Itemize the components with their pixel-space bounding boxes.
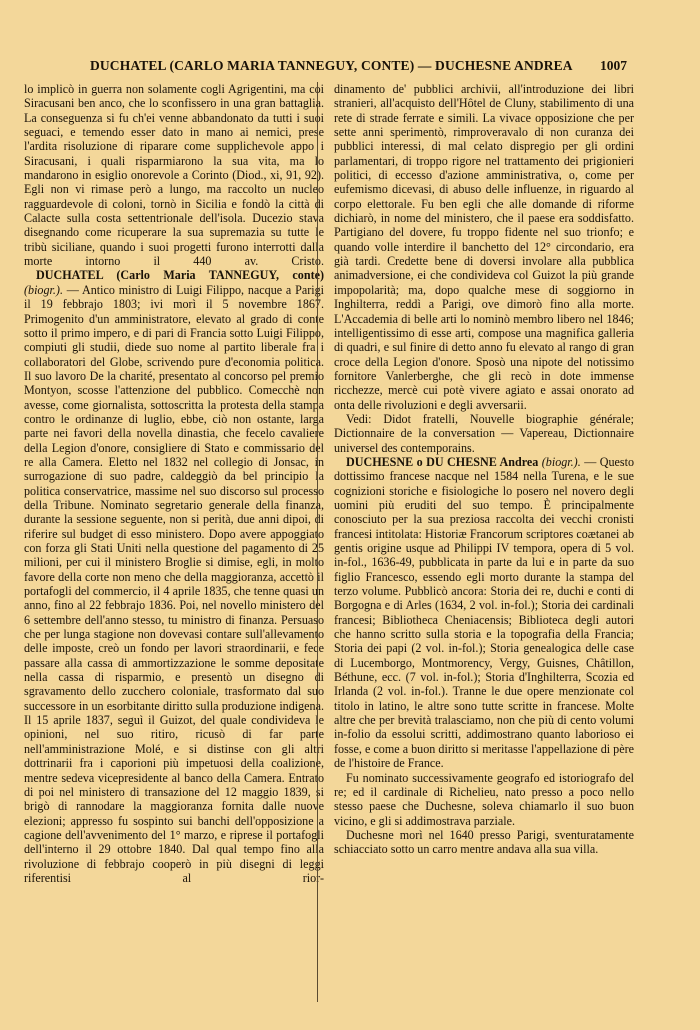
left-column (24, 82, 324, 885)
page-number: 1007 (600, 58, 627, 73)
entry-heading: DUCHESNE o DU CHESNE Andrea (346, 454, 539, 469)
paragraph-vedi: Vedi: Didot fratelli, Nouvelle biographie générale; Dictionnaire de la conversation — Vapereau, Dictionnaire universel des contemporains. (334, 411, 634, 455)
entry-body: — Antico ministro di Luigi Filippo, nacque a Parigi il 19 febbrajo 1803; ivi morì il 5 novembre 1867. Primogenito d'un amministratore, elevato al grado di conte sotto il primo impero, e di pari di Francia sotto Luigi Filippo, compiuti gli studii, diede suo nome al partito liberale fra i collaboratori del Globe, scrivendo pure d'economia politica. Il suo lavoro De la charité, presentato al concorso pel premio Montyon, scosse l'attenzione del pubblico. Comecchè non avesse, come giornalista, sottoscritta la protesta della stampa contro le ordinanze di luglio, ebbe, ciò non ostante, larga parte nei favori della novella dinastia, che fecelo cavaliere della Legion d'onore, consigliere di Stato e commissario del re alla Camera. Eletto nel 1832 nel collegio di Jonsac, in surrogazione di suo padre, caldeggiò da bel principio la politica conservatrice, massime nel suo discorso sul processo della Tribune. Nominato segretario generale della finanza, durante la sessione seguente, non si perità, due anni dipoi, di riferire sul budget di esso ministero. Dopo avere appoggiato con forza gli Stati Uniti nella questione del pagamento di 25 milioni, per cui il ministero Broglie si dimise, egli, in molto favore della corte non meno che della maggioranza, accettò il portafogli del commercio, il 4 aprile 1835, che tenne quasi un anno, fino al 22 febbrajo 1836. Poi, nel novello ministero del 6 settembre dell'anno stesso, tu ministro di finanza. Persuaso che per lunga stagione non dovevasi contare sull'allevamento delle imposte, creò un fondo per lavori straordinarii, e fece passare alla cassa di ammortizzazione le somme depositate nella cassa di risparmio, e presentò un disegno di sgravamento dello zucchero coloniale, trasformato dal suo successore in un esorbitante diritto sulla produzione indigena. Il 15 aprile 1837, seguì il Guizot, del quale condivideva le opinioni, nel suo ritiro, ricusò di far parte nell'amministrazione Molé, e si distinse con gli altri dottrinarii fra i caporioni più impetuosi della coalizione, mentre sedeva vicepresidente al banco della Camera. Entrato di poi nel ministero di transazione del 12 maggio 1839, si brigò di rannodare la maggioranza fornita dalle nuove elezioni; appresso fu sospinto sui banchi dell'opposizione a cagione dell'avvenimento del 1° marzo, e riprese il portafogli dell'interno il 29 ottobre 1840. Dal qual tempo fino alla rivoluzione di febbrajo cooperò in più disegni di leggi riferentisi al rior- (24, 282, 324, 885)
entry-heading: DUCHATEL (Carlo Maria TANNEGUY, conte) (36, 268, 324, 283)
paragraph-nominato: Fu nominato successivamente geografo ed istoriografo del re; ed il cardinale di Richelieu, nato presso a poco nello stesso paese che Duchesne, soleva chiamarlo il suo buon vicino, e gli si addimostrava parziale. (334, 770, 634, 828)
header-title: DUCHATEL (CARLO MARIA TANNEGUY, CONTE) — DUCHESNE ANDREA (90, 58, 573, 73)
entry-body: — Questo dottissimo francese nacque nel 1584 nella Turena, e le sue cognizioni storiche e fisiologiche lo posero nel novero degli uomini più eruditi del suo tempo. È principalmente conosciuto per la sua preziosa raccolta dei vecchi cronisti francesi intitolata: Historiæ Francorum scriptores coætanei ab gentis origine usque ad Philippi IV tempora, opera di 5 vol. in-fol., 1636-49, pubblicata in parte da lui e in parte da suo figlio Francesco, essendo egli morto durante la stampa del terzo volume. Pubblicò ancora: Storia dei re, duchi e conti di Borgogna e di Arles (1634, 2 vol. in-fol.); Storia dei cardinali francesi; Bibliotheca Cheniacensis; Biblioteca degli autori che hanno scritto sulla storia e la topografia della Francia; Storia dei papi (2 vol. in-fol.); Storia genealogica delle case di Lucemborgo, Montmorency, Vergy, Guisnes, Châtillon, Béthune, ecc. (7 vol. in-fol.); Storia d'Inghilterra, Scozia ed Irlanda (2 vol. in-fol.). Tranne le due opere menzionate col titolo in latino, le altre sono tutte scritte in francese. Molte altre che per brevità tralasciamo, non che più di cento volumi in-folio da essolui scritti, addimostrano quanto laborioso ei fosse, e come a buon diritto si meritasse l'appellazione di père de l'histoire de France. (334, 454, 634, 771)
entry-duchesne (334, 455, 634, 771)
paragraph-morte: Duchesne morì nel 1640 presso Parigi, sventuratamente schiacciato sotto un carro mentre andava alla sua villa. (334, 827, 634, 857)
right-column (334, 82, 634, 857)
paragraph-ducezio-end: lo implicò in guerra non solamente cogli Agrigentini, ma coi Siracusani ben anco, che lo sconfissero in una gran battaglia. La conseguenza si fu ch'ei venne abbandonato da tutti i suoi seguaci, e temendo esser dato in mano ai nemici, prese l'ardita risoluzione di riparare come supplichevole appo i Siracusani, i quali risparmiarono la sua vita, ma lo mandarono in esiglio onorevole a Corinto (Diod., xi, 91, 92). Egli non vi rimase però a lungo, ma raccolto un nucleo ragguardevole di coloni, tornò in Sicilia e fondò la città di Calacte sulla costa settentrionale dell'isola. Ducezio stava disegnando come ricuperare la sua supremazia su tutte le tribù siciliane, quando i suoi progetti furono interrotti dalla morte intorno il 440 av. Cristo. (24, 82, 324, 269)
entry-tag: (biogr.). (541, 454, 581, 469)
entry-duchatel (24, 268, 324, 885)
column-divider (317, 82, 318, 1002)
paragraph-duchatel-continued: dinamento de' pubblici archivii, all'introduzione dei libri stranieri, all'acquisto dell'Hôtel de Cluny, stabilimento di una rete di strade ferrate e simili. La vivace opposizione che per sette anni sperimentò, rimproveravalo di non curanza dei pubblici interessi, di mal celato dispregio per gli ordini parlamentari, di troppo rigore nel trattamento dei prigionieri politici, di eccesso d'azione amministrativa, o, come per eufemismo dicevasi, di abuso delle influenze, in riguardo al corpo elettorale. Fu ben egli che alle domande di riforme dichiarò, in nome del ministero, che il paese era soddisfatto. Partigiano del dovere, fu troppo fidente nel suo trionfo; e quando volle interdire il banchetto del 12° circondario, era già tardi. Credette bene di doversi involare alla pubblica animadversione, ei che condivideva col Guizot la più grande impopolarità; ma, dopo qualche mese di soggiorno in Inghilterra, reddì a Parigi, ove dimorò fino alla morte. L'Accademia di belle arti lo nominò membro libero nel 1846; intelligentissimo di esse arti, compose una magnifica galleria di quadri, e sul finire di detto anno fu elevato al rango di gran croce della Legion d'onore. Sposò una nipote del notissimo fornitore Vanlerberghe, che gli recò in dote immense ricchezze, mercè cui potè vivere agiato e assai onorato ad onta delle rivoluzioni e degli avversarii. (334, 82, 634, 412)
running-header (0, 58, 700, 80)
entry-tag: (biogr.). (24, 282, 63, 297)
